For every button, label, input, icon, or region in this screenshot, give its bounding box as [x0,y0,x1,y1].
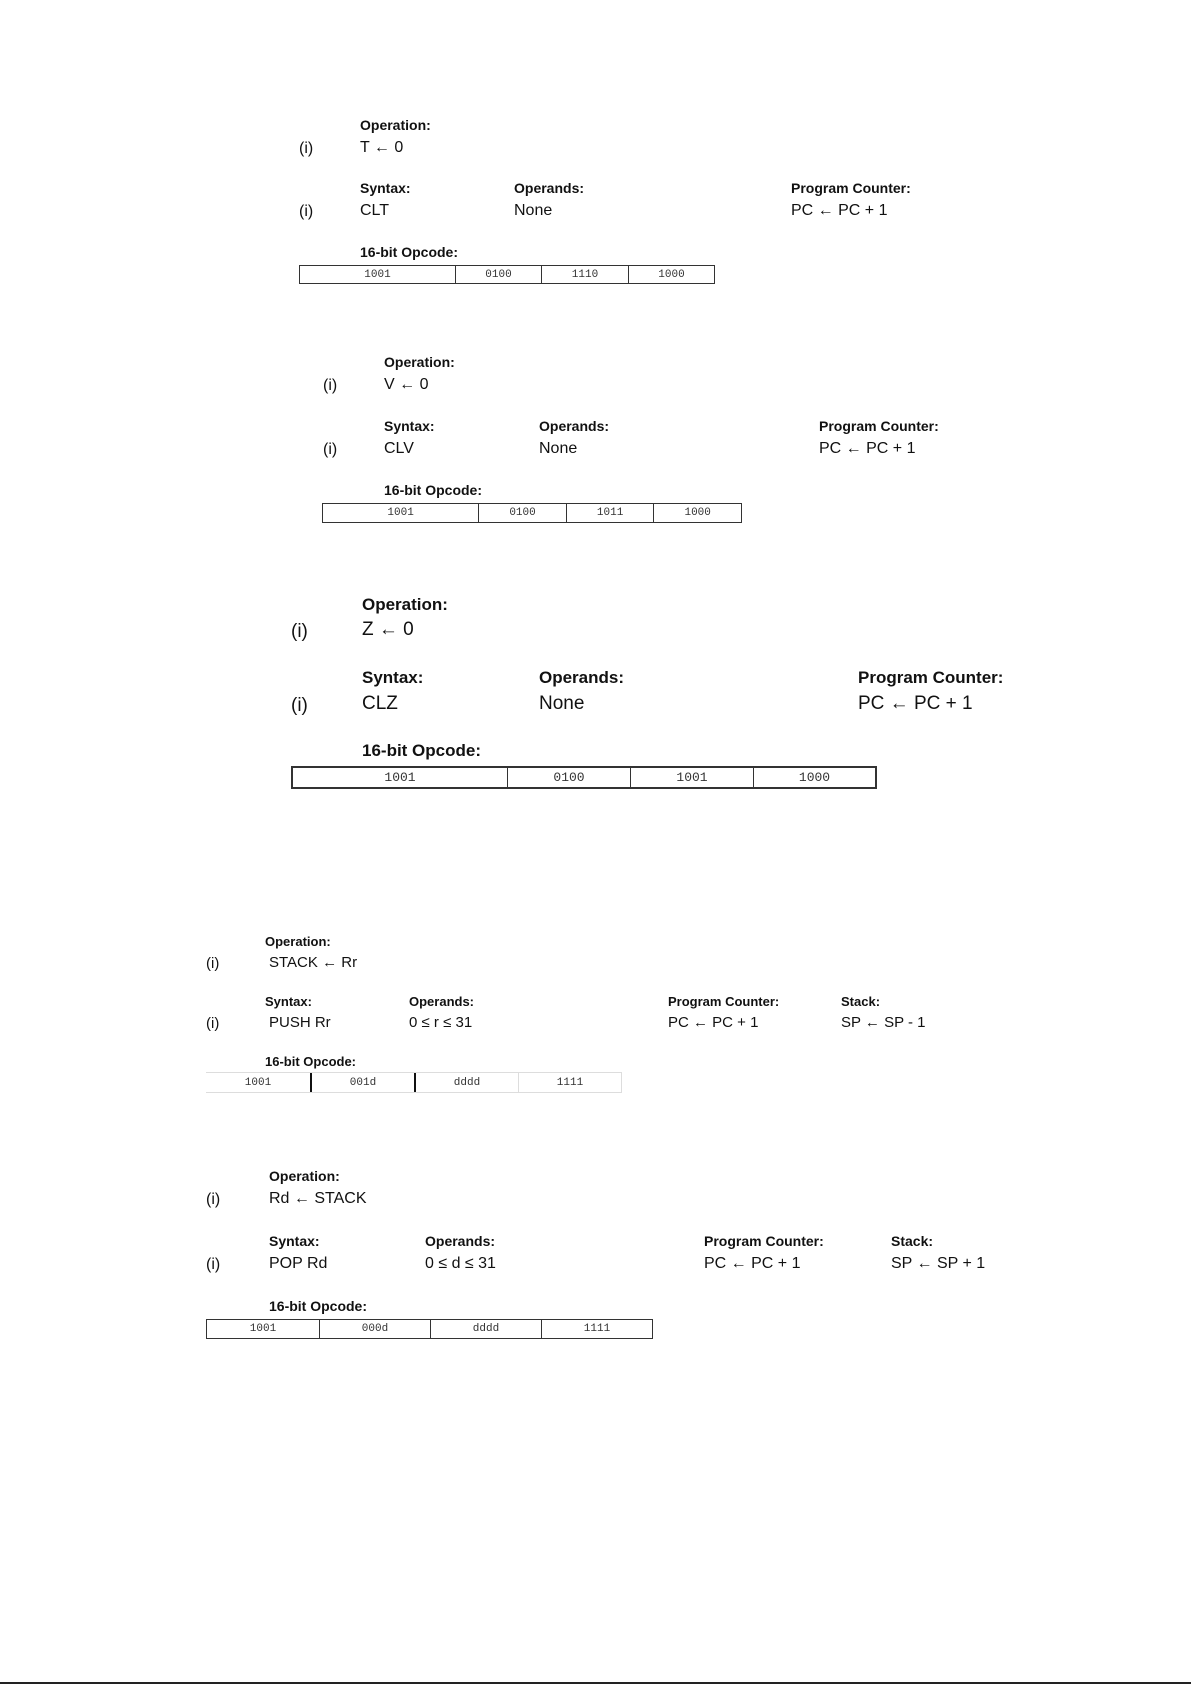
operation-value: STACK ← Rr [269,954,358,971]
syntax-value: POP Rd [269,1255,328,1272]
opcode-header: 16-bit Opcode: [360,244,459,260]
opcode-cell: dddd [430,1320,541,1338]
syntax-header: Syntax: [360,180,411,196]
operation-index: (i) [206,955,220,972]
syntax-value: CLV [384,440,414,457]
opcode-cell: 0100 [455,266,541,283]
opcode-cell: 001d [310,1073,414,1092]
syntax-index: (i) [299,203,314,220]
opcode-header: 16-bit Opcode: [269,1298,368,1314]
opcode-cell: 1111 [541,1320,652,1338]
opcode-cell: 1001 [249,1323,277,1335]
syntax-index: (i) [323,441,338,458]
operands-header: Operands: [539,668,625,687]
opcode-cell: 1001 [384,770,416,785]
operation-value: Rd ← STACK [269,1190,367,1207]
program-counter-value: PC ← PC + 1 [704,1255,801,1272]
program-counter-header: Program Counter: [819,418,939,434]
syntax-value: PUSH Rr [269,1014,331,1031]
operation-value: V ← 0 [384,376,429,393]
operands-header: Operands: [425,1233,496,1249]
operation-index: (i) [323,377,338,394]
syntax-index: (i) [206,1256,221,1273]
opcode-cell: 1001 [387,507,414,519]
page-bottom-rule [0,1682,1191,1684]
program-counter-value: PC ← PC + 1 [791,202,888,219]
operation-header: Operation: [269,1168,340,1184]
syntax-header: Syntax: [265,994,312,1009]
opcode-table [291,766,877,789]
program-counter-value: PC ← PC + 1 [819,440,916,457]
opcode-cell: 1011 [566,504,654,522]
opcode-header: 16-bit Opcode: [265,1054,357,1069]
program-counter-value: PC ← PC + 1 [668,1014,759,1031]
opcode-table [206,1319,653,1339]
program-counter-header: Program Counter: [858,668,1004,687]
operands-value: None [539,440,578,457]
operation-header: Operation: [384,354,455,370]
syntax-index: (i) [206,1015,220,1032]
opcode-table [322,503,742,523]
operation-index: (i) [206,1191,221,1208]
operands-header: Operands: [409,994,475,1009]
opcode-cell: dddd [414,1073,518,1092]
operands-value: 0 ≤ r ≤ 31 [409,1014,473,1031]
operands-value: None [514,202,553,219]
operands-header: Operands: [539,418,610,434]
opcode-cell: 1001 [244,1076,272,1089]
opcode-cell: 0100 [507,768,630,787]
syntax-index: (i) [291,695,308,716]
program-counter-value: PC ← PC + 1 [858,693,973,714]
opcode-cell: 0100 [478,504,566,522]
opcode-cell: 1000 [628,266,714,283]
opcode-cell: 1001 [364,268,391,281]
operation-header: Operation: [362,595,448,614]
opcode-cell: 1111 [518,1073,622,1092]
stack-header: Stack: [841,994,881,1009]
syntax-header: Syntax: [362,668,424,687]
syntax-header: Syntax: [269,1233,320,1249]
operation-index: (i) [291,621,308,642]
opcode-table [299,265,715,284]
operation-index: (i) [299,140,314,157]
operation-value: Z ← 0 [362,619,414,640]
opcode-table [206,1072,622,1093]
operands-value: None [539,693,585,714]
operation-value: T ← 0 [360,139,404,156]
operands-value: 0 ≤ d ≤ 31 [425,1255,496,1272]
opcode-cell: 1110 [541,266,628,283]
operation-header: Operation: [360,117,431,133]
opcode-cell: 1001 [630,768,753,787]
program-counter-header: Program Counter: [668,994,780,1009]
stack-value: SP ← SP + 1 [891,1255,986,1272]
program-counter-header: Program Counter: [791,180,911,196]
stack-header: Stack: [891,1233,934,1249]
operation-header: Operation: [265,934,331,949]
opcode-cell: 1000 [753,768,875,787]
operands-header: Operands: [514,180,585,196]
opcode-header: 16-bit Opcode: [362,741,482,760]
stack-value: SP ← SP - 1 [841,1014,926,1031]
syntax-header: Syntax: [384,418,435,434]
opcode-cell: 000d [319,1320,430,1338]
program-counter-header: Program Counter: [704,1233,824,1249]
opcode-header: 16-bit Opcode: [384,482,483,498]
syntax-value: CLT [360,202,390,219]
opcode-cell: 1000 [653,504,741,522]
syntax-value: CLZ [362,693,398,714]
